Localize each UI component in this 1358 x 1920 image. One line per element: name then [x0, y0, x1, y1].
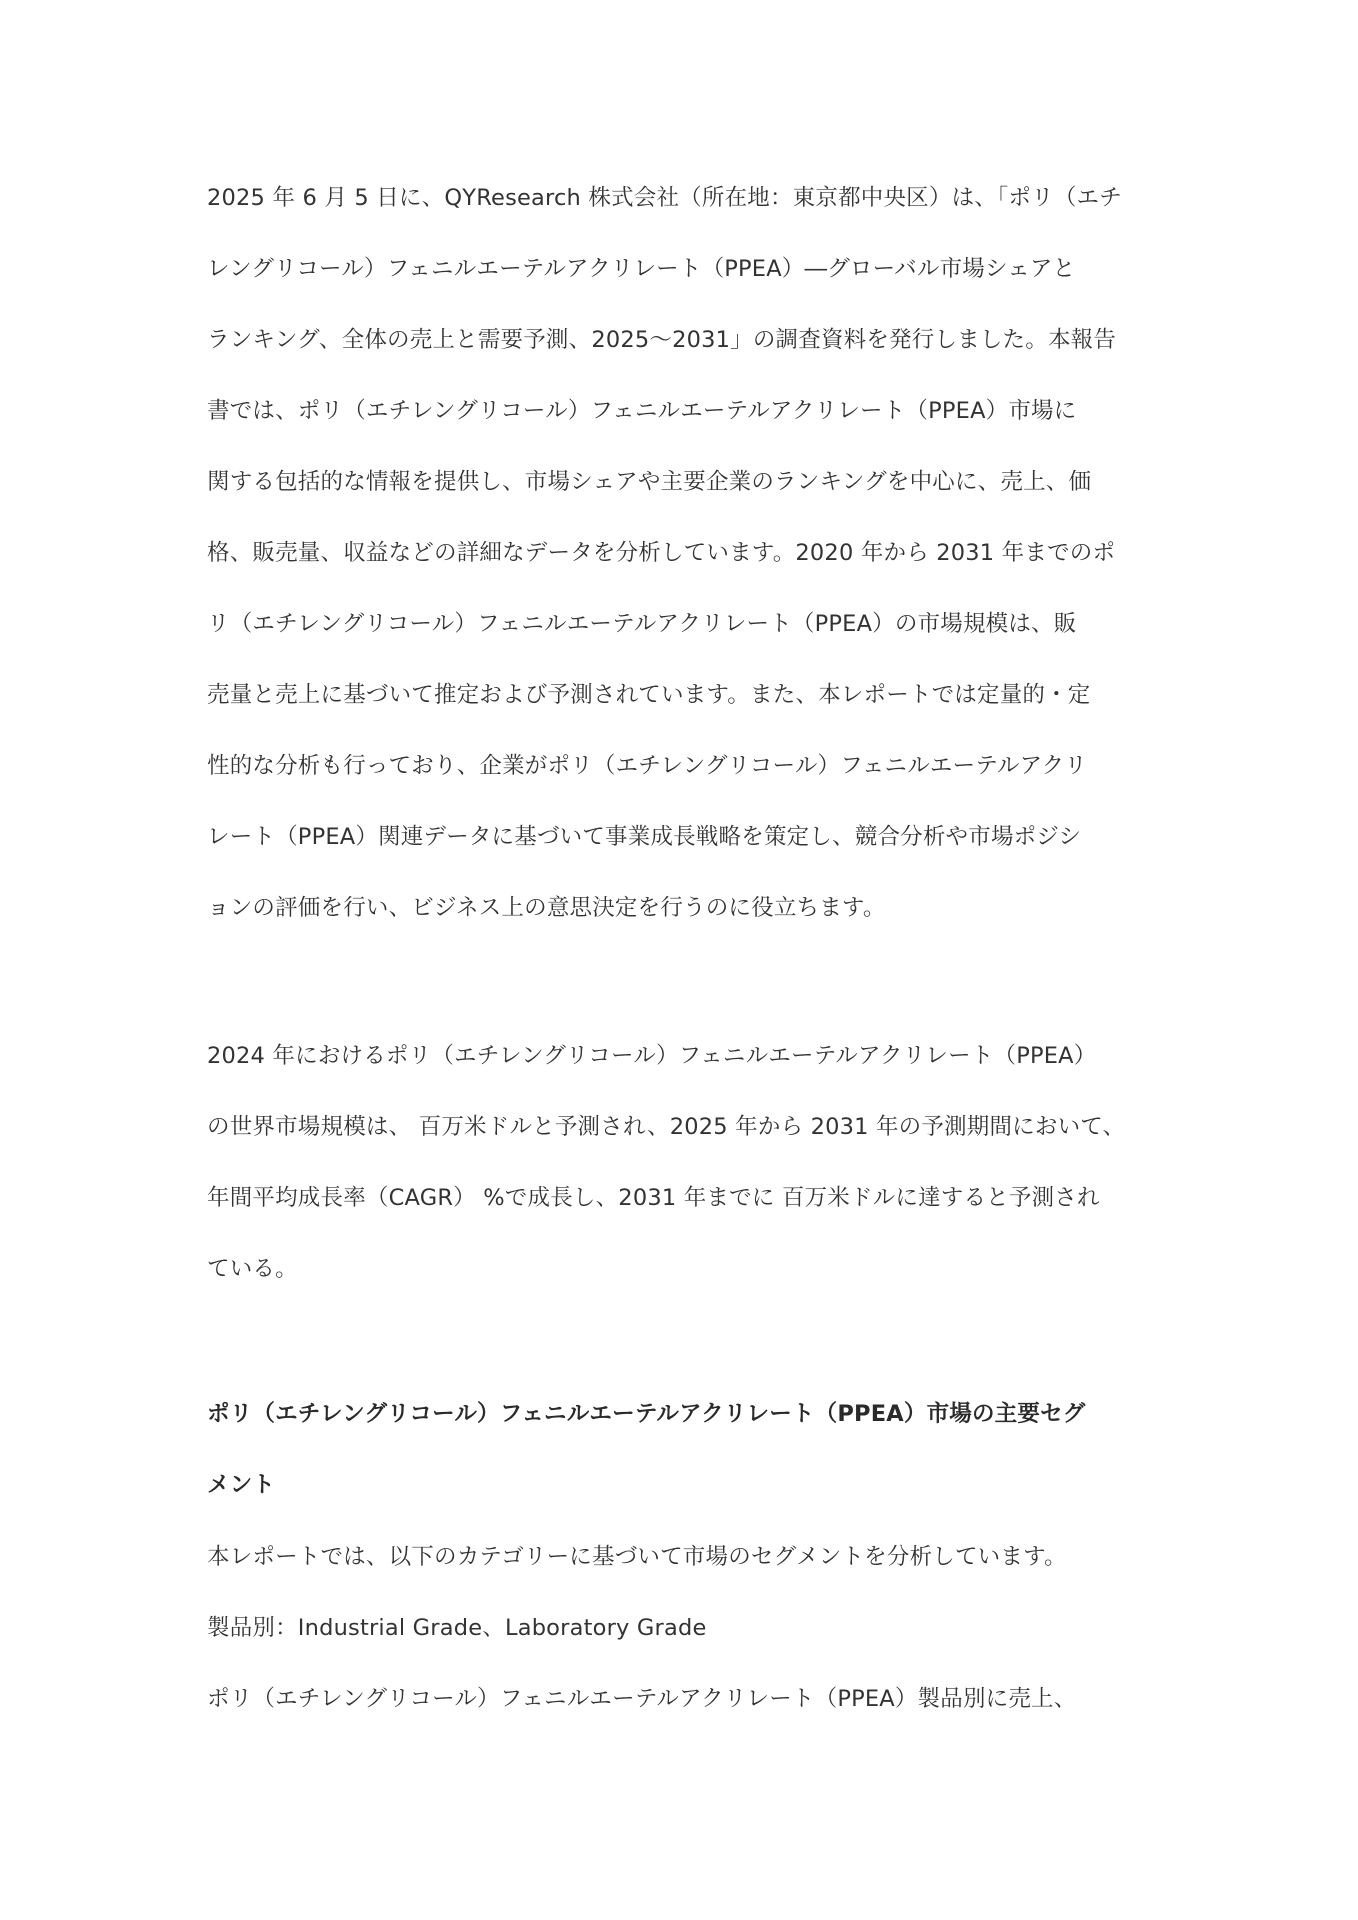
section-heading-line: ポリ（エチレングリコール）フェニルエーテルアクリレート（PPEA）市場の主要セグ [207, 1401, 1086, 1427]
paragraph-1-line: 性的な分析も行っており、企業がポリ（エチレングリコール）フェニルエーテルアクリ [207, 753, 1088, 779]
paragraph-1-line: 関する包括的な情報を提供し、市場シェアや主要企業のランキングを中心に、売上、価 [207, 469, 1092, 495]
paragraph-1-line: ョンの評価を行い、ビジネス上の意思決定を行うのに役立ちます。 [207, 895, 886, 921]
product-sales-line: ポリ（エチレングリコール）フェニルエーテルアクリレート（PPEA）製品別に売上、 [207, 1686, 1077, 1712]
paragraph-1-line: 2025 年 6 月 5 日に、QYResearch 株式会社（所在地：東京都中央区）は、「ポリ（エチ [207, 185, 1122, 211]
paragraph-2-line: 年間平均成長率（CAGR） %で成長し、2031 年までに 百万米ドルに達すると予測され [207, 1185, 1100, 1211]
paragraph-2-line: 2024 年におけるポリ（エチレングリコール）フェニルエーテルアクリレート（PPEA） [207, 1043, 1097, 1069]
paragraph-2-line: の世界市場規模は、 百万米ドルと予測され、2025 年から 2031 年の予測期間において、 [207, 1114, 1126, 1140]
paragraph-1-line: 書では、ポリ（エチレングリコール）フェニルエーテルアクリレート（PPEA）市場に [207, 398, 1077, 424]
paragraph-1-line: リ（エチレングリコール）フェニルエーテルアクリレート（PPEA）の市場規模は、販 [207, 611, 1077, 637]
paragraph-1-line: レート（PPEA）関連データに基づいて事業成長戦略を策定し、競合分析や市場ポジシ [207, 824, 1082, 850]
section-heading-line: メント [207, 1472, 276, 1498]
paragraph-2-line: ている。 [207, 1256, 298, 1282]
product-types: 製品別：Industrial Grade、Laboratory Grade [207, 1615, 707, 1641]
paragraph-1-line: 格、販売量、収益などの詳細なデータを分析しています。2020 年から 2031 年までのポ [207, 540, 1116, 566]
paragraph-1-line: レングリコール）フェニルエーテルアクリレート（PPEA）―グローバル市場シェアと [207, 256, 1076, 282]
paragraph-1-line: ランキング、全体の売上と需要予測、2025～2031」の調査資料を発行しました。本報告 [207, 327, 1117, 353]
segment-intro: 本レポートでは、以下のカテゴリーに基づいて市場のセグメントを分析しています。 [207, 1544, 1067, 1570]
paragraph-1-line: 売量と売上に基づいて推定および予測されています。また、本レポートでは定量的・定 [207, 682, 1091, 708]
